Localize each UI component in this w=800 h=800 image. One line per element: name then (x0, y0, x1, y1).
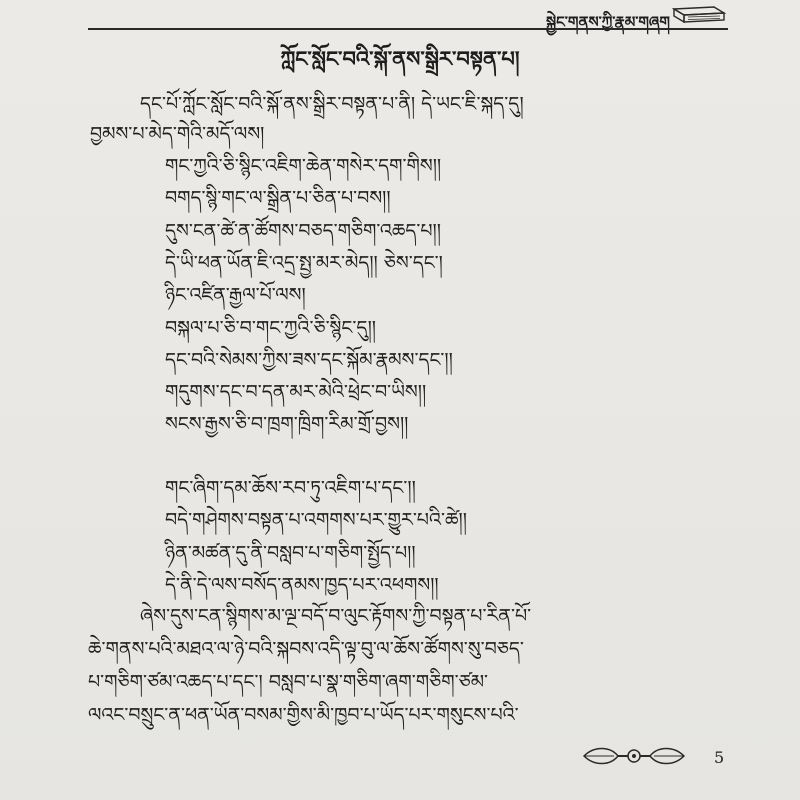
running-title: སྐྱེང་གནས་ཀྱི་རྣམ་གཞག (545, 13, 670, 31)
text-line: ཞེས་དུས་ངན་སྙིགས་མ་ལྔ་བདོ་བ་ལུང་རྟོགས་ཀྱི་བསྟན་པ་རིན་པོ་ (140, 605, 532, 627)
verse-line: གང་ཞིག་དམ་ཆོས་རབ་ཏུ་འཇིག་པ་དང་།། (165, 477, 416, 499)
verse-line: གང་ཀྱའི་ཅི་སྙིང་འཇིག་ཆེན་གསེར་དག་གིས།། (165, 155, 442, 177)
book-icon (670, 3, 728, 25)
verse-line: དུས་ངན་ཚེ་ན་ཚོགས་བཅད་གཅིག་འཆད་པ།། (165, 220, 441, 242)
text-line: ཆེ་གནས་པའི་མཐའ་ལ་ཉེ་བའི་སྐབས་འདི་ལྟ་བུ་ལ་ཆོས་ཚོགས་སུ་བཅད་ (88, 638, 524, 660)
running-header (0, 0, 800, 32)
verse-line: དེ་ཡི་ཕན་ཡོན་ཇི་འདྲ་སྤྱ་མར་མེད།། ཅེས་དང་། (165, 252, 443, 274)
text-line: བྱམས་པ་མེད་གེའི་མདོ་ལས། (90, 123, 265, 145)
vajra-ornament-icon (578, 742, 690, 770)
page-number: 5 (714, 748, 725, 767)
verse-line: དེ་ནི་དེ་ལས་བསོད་ནམས་ཁྱད་པར་འཕགས།། (165, 574, 439, 596)
verse-line: སངས་རྒྱས་ཅི་བ་ཁྲག་ཁྲིག་རིམ་གྲོ་བྱས།། (165, 413, 409, 435)
verse-line: དང་བའི་སེམས་ཀྱིས་ཟས་དང་སྐོམ་རྣམས་དང་།། (165, 349, 453, 371)
verse-line: བསྐལ་པ་ཅི་བ་གང་ཀྱའི་ཅི་སྙིང་དུ།། (165, 317, 377, 339)
text-line: དང་པོ་ཀློང་སློང་བའི་སྐོ་ནས་སྒྲིར་བསྟན་པ་ནི། དེ་ཡང་ཇི་སྐད་དུ། (140, 93, 524, 115)
verse-line: ཉིན་མཚན་དུ་ནི་བསླབ་པ་གཅིག་སྤྱོད་པ།། (165, 542, 416, 564)
verse-line: གདུགས་དང་བ་དན་མར་མེའི་ཕྲེང་བ་ཡིས།། (165, 381, 427, 403)
text-line: ཉིང་འཛིན་རྒྱལ་པོ་ལས། (165, 284, 306, 306)
verse-line: བདེ་གཤེགས་བསྟན་པ་འགགས་པར་གྱུར་པའི་ཚེ།། (165, 509, 467, 531)
section-heading: ཀློང་སློང་བའི་སྐོ་ནས་སྒྲིར་བསྟན་པ། (280, 46, 520, 71)
text-line: པ་གཅིག་ཙམ་འཆད་པ་དང་། བསླབ་པ་སྣ་གཅིག་ཞག་གཅིག་ཙམ་ (88, 671, 489, 693)
header-rule (88, 28, 728, 30)
text-line: ལའང་བསྲུང་ན་ཕན་ཡོན་བསམ་གྱིས་མི་ཁྱབ་པ་ཡོད་པར་གསུངས་པའི་ (88, 704, 519, 726)
verse-line: བགད་སྙི་གང་ལ་སྒྲིན་པ་ཅིན་པ་བས།། (165, 187, 391, 209)
